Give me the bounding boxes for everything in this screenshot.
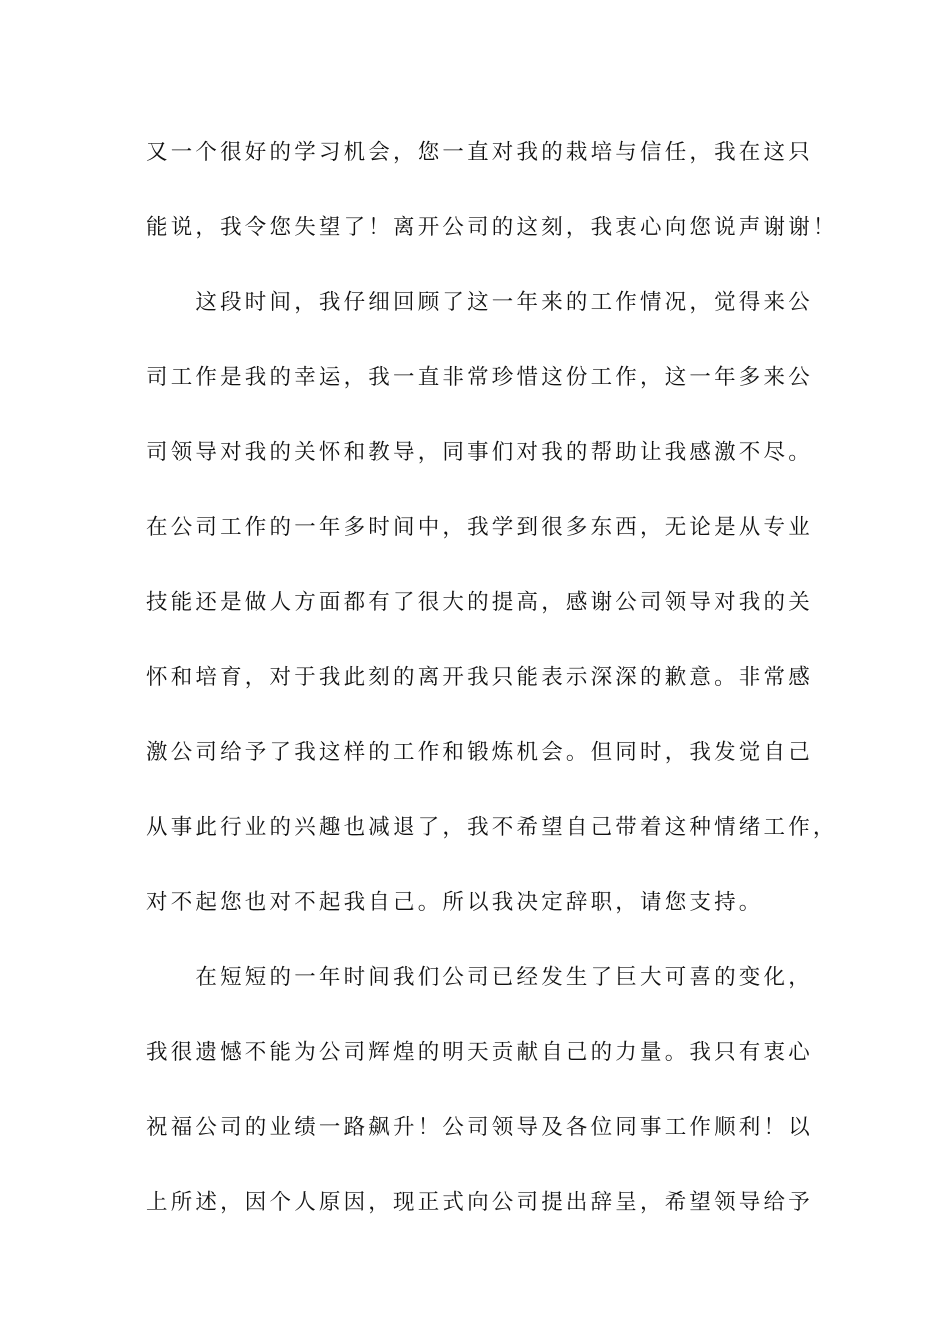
text-line: 司工作是我的幸运，我一直非常珍惜这份工作，这一年多来公 xyxy=(146,365,813,390)
text-line: 激公司给予了我这样的工作和锻炼机会。但同时，我发觉自己 xyxy=(146,740,813,765)
document-body xyxy=(146,127,838,1252)
text-line: 能说，我令您失望了！离开公司的这刻，我衷心向您说声谢谢！ xyxy=(146,215,838,240)
text-line: 这段时间，我仔细回顾了这一年来的工作情况，觉得来公 xyxy=(146,290,813,315)
text-line: 对不起您也对不起我自己。所以我决定辞职，请您支持。 xyxy=(146,890,764,915)
text-line: 我很遗憾不能为公司辉煌的明天贡献自己的力量。我只有衷心 xyxy=(146,1040,813,1065)
text-line: 又一个很好的学习机会，您一直对我的栽培与信任，我在这只 xyxy=(146,140,813,165)
text-line: 技能还是做人方面都有了很大的提高，感谢公司领导对我的关 xyxy=(146,590,813,615)
text-line: 在短短的一年时间我们公司已经发生了巨大可喜的变化， xyxy=(146,965,813,990)
text-line: 上所述，因个人原因，现正式向公司提出辞呈，希望领导给予 xyxy=(146,1190,813,1215)
text-line: 司领导对我的关怀和教导，同事们对我的帮助让我感激不尽。 xyxy=(146,440,813,465)
text-line: 祝福公司的业绩一路飙升！公司领导及各位同事工作顺利！以 xyxy=(146,1115,813,1140)
text-line: 从事此行业的兴趣也减退了，我不希望自己带着这种情绪工作， xyxy=(146,815,838,840)
text-line: 怀和培育，对于我此刻的离开我只能表示深深的歉意。非常感 xyxy=(146,665,813,690)
text-line: 在公司工作的一年多时间中，我学到很多东西，无论是从专业 xyxy=(146,515,813,540)
